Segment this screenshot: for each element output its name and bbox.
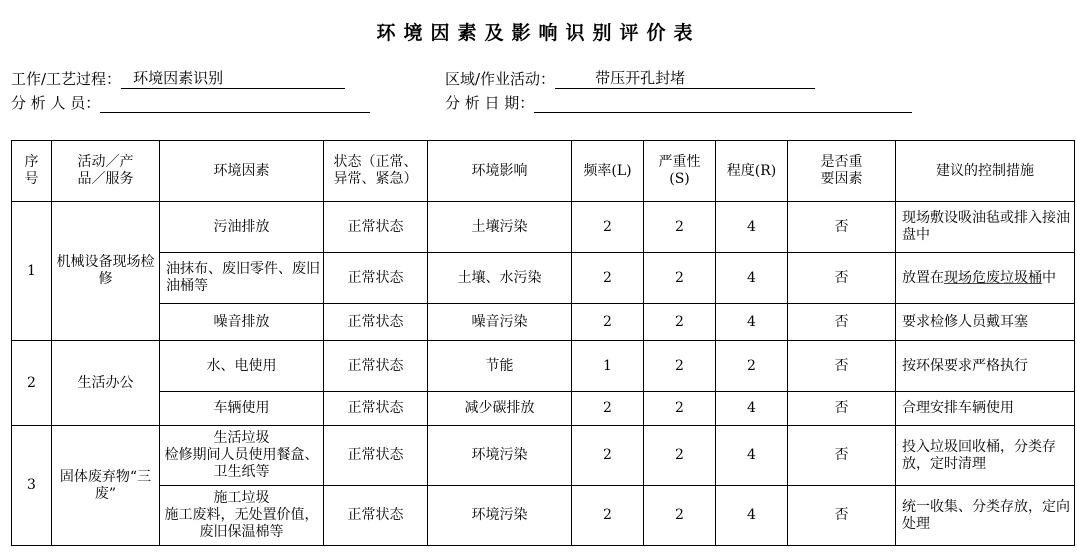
analyst-value bbox=[100, 92, 370, 113]
factor-cell: 油抹布、废旧零件、废旧油桶等 bbox=[160, 253, 324, 304]
group-seq: 3 bbox=[12, 426, 52, 546]
table-row bbox=[12, 426, 1075, 486]
analyst-field bbox=[11, 92, 370, 113]
process-label: 工作/工艺过程： bbox=[11, 70, 122, 88]
degree-cell: 4 bbox=[716, 486, 788, 546]
severity-cell: 2 bbox=[644, 486, 716, 546]
col-activity: 活动／产 品／服务 bbox=[52, 141, 160, 202]
important-cell: 否 bbox=[788, 426, 896, 486]
col-frequency: 频率(L) bbox=[572, 141, 644, 202]
frequency-cell: 2 bbox=[572, 392, 644, 426]
measures-cell: 合理安排车辆使用 bbox=[896, 392, 1075, 426]
frequency-cell: 1 bbox=[572, 341, 644, 392]
col-impact: 环境影响 bbox=[428, 141, 572, 202]
col-important: 是否重 要因素 bbox=[788, 141, 896, 202]
severity-cell: 2 bbox=[644, 202, 716, 253]
state-cell: 正常状态 bbox=[324, 392, 428, 426]
date-field bbox=[445, 92, 912, 113]
severity-cell: 2 bbox=[644, 253, 716, 304]
impact-cell: 环境污染 bbox=[428, 486, 572, 546]
factor-cell: 噪音排放 bbox=[160, 304, 324, 341]
important-cell: 否 bbox=[788, 486, 896, 546]
factor-cell: 生活垃圾 检修期间人员使用餐盒、卫生纸等 bbox=[160, 426, 324, 486]
measures-link-text: 现场危废垃圾桶 bbox=[944, 269, 1042, 286]
table-header-row bbox=[12, 141, 1075, 202]
state-cell: 正常状态 bbox=[324, 341, 428, 392]
state-cell: 正常状态 bbox=[324, 486, 428, 546]
table-row bbox=[12, 304, 1075, 341]
area-value: 带压开孔封堵 bbox=[555, 68, 815, 89]
table-row bbox=[12, 253, 1075, 304]
severity-cell: 2 bbox=[644, 392, 716, 426]
measures-cell: 投入垃圾回收桶，分类存放，定时清理 bbox=[896, 426, 1075, 486]
date-value bbox=[534, 92, 912, 113]
factor-cell: 车辆使用 bbox=[160, 392, 324, 426]
analyst-label: 分 析 人 员： bbox=[11, 94, 101, 112]
col-seq: 序 号 bbox=[12, 141, 52, 202]
frequency-cell: 2 bbox=[572, 426, 644, 486]
factor-cell: 污油排放 bbox=[160, 202, 324, 253]
state-cell: 正常状态 bbox=[324, 304, 428, 341]
process-value: 环境因素识别 bbox=[121, 68, 345, 89]
group-activity: 生活办公 bbox=[52, 341, 160, 426]
col-severity: 严重性 (S) bbox=[644, 141, 716, 202]
measures-cell: 按环保要求严格执行 bbox=[896, 341, 1075, 392]
table-row bbox=[12, 202, 1075, 253]
important-cell: 否 bbox=[788, 341, 896, 392]
measures-cell: 放置在现场危废垃圾桶中 bbox=[896, 253, 1075, 304]
frequency-cell: 2 bbox=[572, 486, 644, 546]
frequency-cell: 2 bbox=[572, 304, 644, 341]
page-title: 环境因素及影响识别评价表 bbox=[376, 22, 701, 44]
state-cell: 正常状态 bbox=[324, 253, 428, 304]
process-field bbox=[11, 68, 345, 89]
important-cell: 否 bbox=[788, 253, 896, 304]
degree-cell: 4 bbox=[716, 202, 788, 253]
impact-cell: 土壤污染 bbox=[428, 202, 572, 253]
important-cell: 否 bbox=[788, 304, 896, 341]
table-row bbox=[12, 486, 1075, 546]
measures-cell: 统一收集、分类存放，定向处理 bbox=[896, 486, 1075, 546]
degree-cell: 4 bbox=[716, 426, 788, 486]
date-label: 分 析 日 期： bbox=[445, 94, 535, 112]
important-cell: 否 bbox=[788, 392, 896, 426]
measures-cell: 要求检修人员戴耳塞 bbox=[896, 304, 1075, 341]
state-cell: 正常状态 bbox=[324, 202, 428, 253]
impact-cell: 环境污染 bbox=[428, 426, 572, 486]
group-seq: 1 bbox=[12, 202, 52, 341]
severity-cell: 2 bbox=[644, 304, 716, 341]
table-row bbox=[12, 341, 1075, 392]
severity-cell: 2 bbox=[644, 341, 716, 392]
frequency-cell: 2 bbox=[572, 253, 644, 304]
factor-cell: 水、电使用 bbox=[160, 341, 324, 392]
degree-cell: 4 bbox=[716, 392, 788, 426]
impact-cell: 减少碳排放 bbox=[428, 392, 572, 426]
group-seq: 2 bbox=[12, 341, 52, 426]
important-cell: 否 bbox=[788, 202, 896, 253]
col-measures: 建议的控制措施 bbox=[896, 141, 1075, 202]
col-state: 状态（正常、 异常、紧急） bbox=[324, 141, 428, 202]
measures-cell: 现场敷设吸油毡或排入接油盘中 bbox=[896, 202, 1075, 253]
impact-cell: 噪音污染 bbox=[428, 304, 572, 341]
impact-cell: 土壤、水污染 bbox=[428, 253, 572, 304]
degree-cell: 2 bbox=[716, 341, 788, 392]
area-field bbox=[445, 68, 815, 89]
impact-cell: 节能 bbox=[428, 341, 572, 392]
state-cell: 正常状态 bbox=[324, 426, 428, 486]
group-activity: 机械设备现场检修 bbox=[52, 202, 160, 341]
group-activity: 固体废弃物“三废” bbox=[52, 426, 160, 546]
evaluation-table bbox=[11, 140, 1075, 546]
degree-cell: 4 bbox=[716, 253, 788, 304]
factor-cell: 施工垃圾 施工废料，无处置价值，废旧保温棉等 bbox=[160, 486, 324, 546]
severity-cell: 2 bbox=[644, 426, 716, 486]
area-label: 区域/作业活动： bbox=[445, 70, 556, 88]
col-factor: 环境因素 bbox=[160, 141, 324, 202]
table-row bbox=[12, 392, 1075, 426]
frequency-cell: 2 bbox=[572, 202, 644, 253]
degree-cell: 4 bbox=[716, 304, 788, 341]
col-degree: 程度(R) bbox=[716, 141, 788, 202]
